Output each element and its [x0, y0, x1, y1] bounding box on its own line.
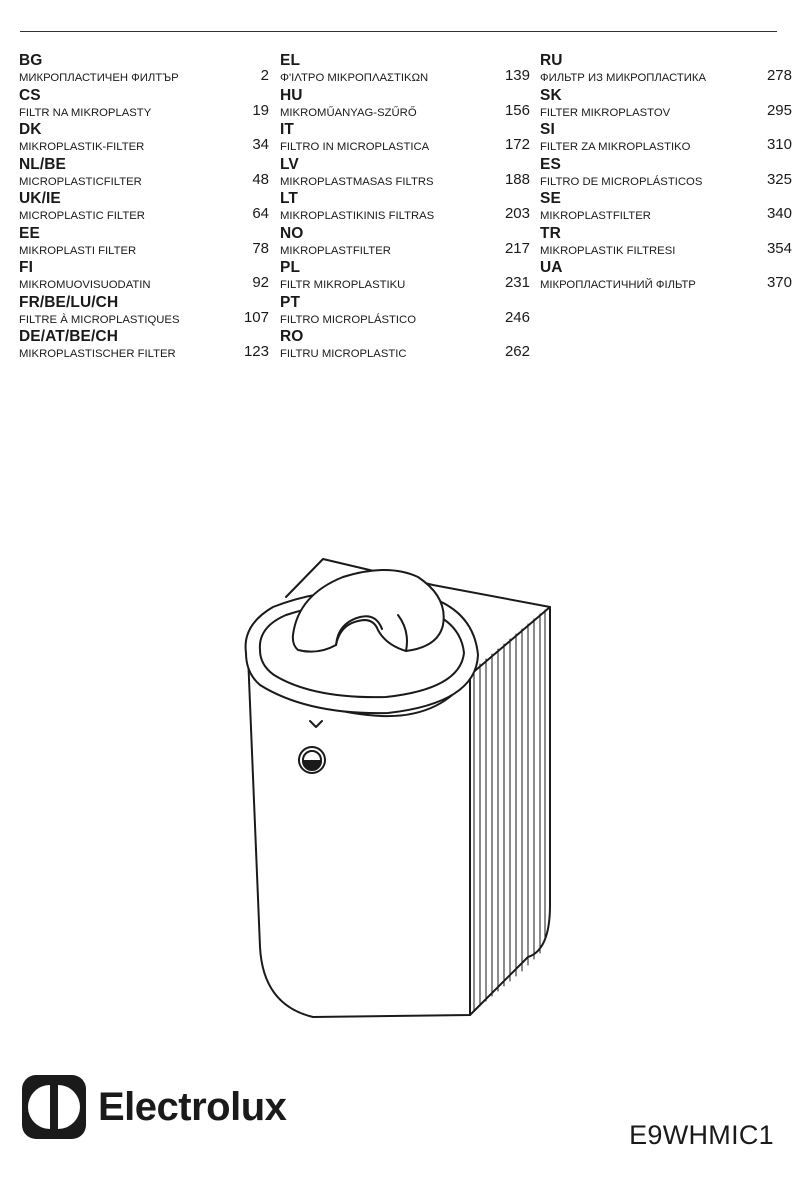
page-number: 295	[766, 101, 792, 119]
page-number: 139	[504, 67, 530, 84]
toc-entry[interactable]	[280, 156, 530, 191]
page-number: 310	[766, 136, 792, 153]
toc-entry[interactable]	[19, 225, 269, 260]
page-number: 123	[243, 343, 269, 360]
page-number: 325	[766, 170, 792, 188]
toc-entry[interactable]	[19, 328, 269, 363]
section-title: FILTR NA MIKROPLASTY	[19, 106, 152, 119]
top-rule	[20, 31, 777, 32]
section-title: FILTRO DE MICROPLÁSTICOS	[540, 175, 703, 188]
section-title: MIKROPLASTI FILTER	[19, 244, 137, 257]
toc-entry[interactable]	[280, 294, 530, 329]
toc-entry[interactable]	[540, 121, 792, 156]
toc-entry[interactable]	[280, 259, 530, 294]
language-code: ES	[540, 155, 561, 173]
toc-entry[interactable]	[19, 121, 269, 156]
language-code: HU	[280, 86, 303, 104]
language-code: DE/AT/BE/CH	[19, 328, 118, 345]
section-title: МІКРОПЛАСТИЧНИЙ ФІЛЬТР	[540, 279, 696, 291]
language-code: EL	[280, 52, 301, 69]
toc-column-1	[19, 52, 269, 363]
page-number: 262	[504, 343, 530, 360]
toc-entry[interactable]	[280, 121, 530, 156]
toc-entry[interactable]	[540, 87, 792, 122]
page-number: 78	[252, 239, 269, 257]
page-number: 64	[252, 205, 269, 222]
section-title: FILTR MIKROPLASTIKU	[280, 279, 406, 291]
brand-logo	[22, 1075, 286, 1139]
section-title: FILTER MIKROPLASTOV	[540, 106, 671, 119]
page-number: 370	[766, 274, 792, 291]
language-code: TR	[540, 224, 561, 242]
section-title: FILTER ZA MIKROPLASTIKO	[540, 141, 691, 153]
toc-entry[interactable]	[540, 156, 792, 191]
section-title: MIKROMŰANYAG-SZŰRŐ	[280, 106, 417, 119]
page-number: 231	[504, 274, 530, 291]
language-code: SE	[540, 190, 561, 207]
page-number: 172	[504, 136, 530, 153]
toc-entry[interactable]	[540, 52, 792, 87]
toc-entry[interactable]	[280, 87, 530, 122]
section-title: МИКРОПЛАСТИЧЕН ФИЛТЪР	[19, 72, 179, 84]
page-number: 19	[252, 101, 269, 119]
section-title: MICROPLASTIC FILTER	[19, 210, 145, 222]
language-code: LV	[280, 155, 299, 173]
language-code: CS	[19, 86, 41, 104]
language-code: SK	[540, 86, 562, 104]
language-code: RO	[280, 328, 304, 345]
section-title: ФИЛЬТР ИЗ МИКРОПЛАСТИКА	[540, 72, 706, 84]
page-number: 107	[243, 308, 269, 326]
language-code: NL/BE	[19, 155, 66, 173]
language-code: UA	[540, 259, 563, 276]
page-number: 354	[766, 239, 792, 257]
model-number: E9WHMIC1	[629, 1120, 774, 1150]
language-code: FR/BE/LU/CH	[19, 293, 119, 311]
toc-entry[interactable]	[280, 328, 530, 363]
toc-entry[interactable]	[19, 87, 269, 122]
language-code: IT	[280, 121, 294, 138]
language-code: PT	[280, 293, 301, 311]
section-title: MIKROPLASTMASAS FILTRS	[280, 175, 434, 188]
page-number: 92	[252, 274, 269, 291]
language-code: PL	[280, 259, 301, 276]
language-code: NO	[280, 224, 304, 242]
toc-entry[interactable]	[280, 190, 530, 225]
section-title: MIKROPLASTIK-FILTER	[19, 141, 145, 153]
page-number: 2	[260, 67, 269, 84]
language-code: EE	[19, 224, 40, 242]
brand-name: Electrolux	[98, 1085, 287, 1129]
section-title: MIKROPLASTISCHER FILTER	[19, 348, 176, 360]
page-number: 246	[504, 308, 530, 326]
toc-entry[interactable]	[540, 259, 792, 294]
language-code: LT	[280, 190, 298, 207]
language-code: UK/IE	[19, 190, 61, 207]
section-title: MIKROPLASTFILTER	[280, 244, 391, 257]
section-title: FILTRO IN MICROPLASTICA	[280, 141, 430, 153]
electrolux-logo-icon	[22, 1075, 86, 1139]
toc-entry[interactable]	[19, 190, 269, 225]
page-number: 48	[252, 170, 269, 188]
section-title: FILTRE À MICROPLASTIQUES	[19, 313, 180, 326]
toc-column-2	[280, 52, 530, 363]
section-title: MIKROPLASTIK FILTRESI	[540, 244, 676, 257]
toc-entry[interactable]	[540, 225, 792, 260]
toc-entry[interactable]	[280, 225, 530, 260]
toc-entry[interactable]	[540, 190, 792, 225]
microplastic-filter-cartridge-icon	[238, 555, 563, 1050]
page-number: 156	[504, 101, 530, 119]
language-code: SI	[540, 121, 555, 138]
toc-entry[interactable]	[19, 156, 269, 191]
page-number: 217	[504, 239, 530, 257]
page-number: 203	[504, 205, 530, 222]
section-title: FILTRO MICROPLÁSTICO	[280, 313, 416, 326]
toc-entry[interactable]	[19, 294, 269, 329]
toc-column-3	[540, 52, 792, 294]
language-code: FI	[19, 259, 33, 276]
toc-entry[interactable]	[280, 52, 530, 87]
section-title: MIKROMUOVISUODATIN	[19, 279, 151, 291]
section-title: Φ'ΙΛΤΡΟ ΜΙΚΡΟΠΛΑΣΤΙΚΩΝ	[280, 72, 429, 84]
toc-entry[interactable]	[19, 52, 269, 87]
toc-entry[interactable]	[19, 259, 269, 294]
section-title: MIKROPLASTFILTER	[540, 210, 651, 222]
section-title: MIKROPLASTIKINIS FILTRAS	[280, 210, 435, 222]
page-number: 34	[252, 136, 269, 153]
section-title: FILTRU MICROPLASTIC	[280, 348, 407, 360]
page-number: 340	[766, 205, 792, 222]
page-number: 278	[766, 67, 792, 84]
language-code: DK	[19, 121, 42, 138]
language-code: BG	[19, 52, 43, 69]
page-number: 188	[504, 170, 530, 188]
language-code: RU	[540, 52, 563, 69]
section-title: MICROPLASTICFILTER	[19, 175, 142, 188]
